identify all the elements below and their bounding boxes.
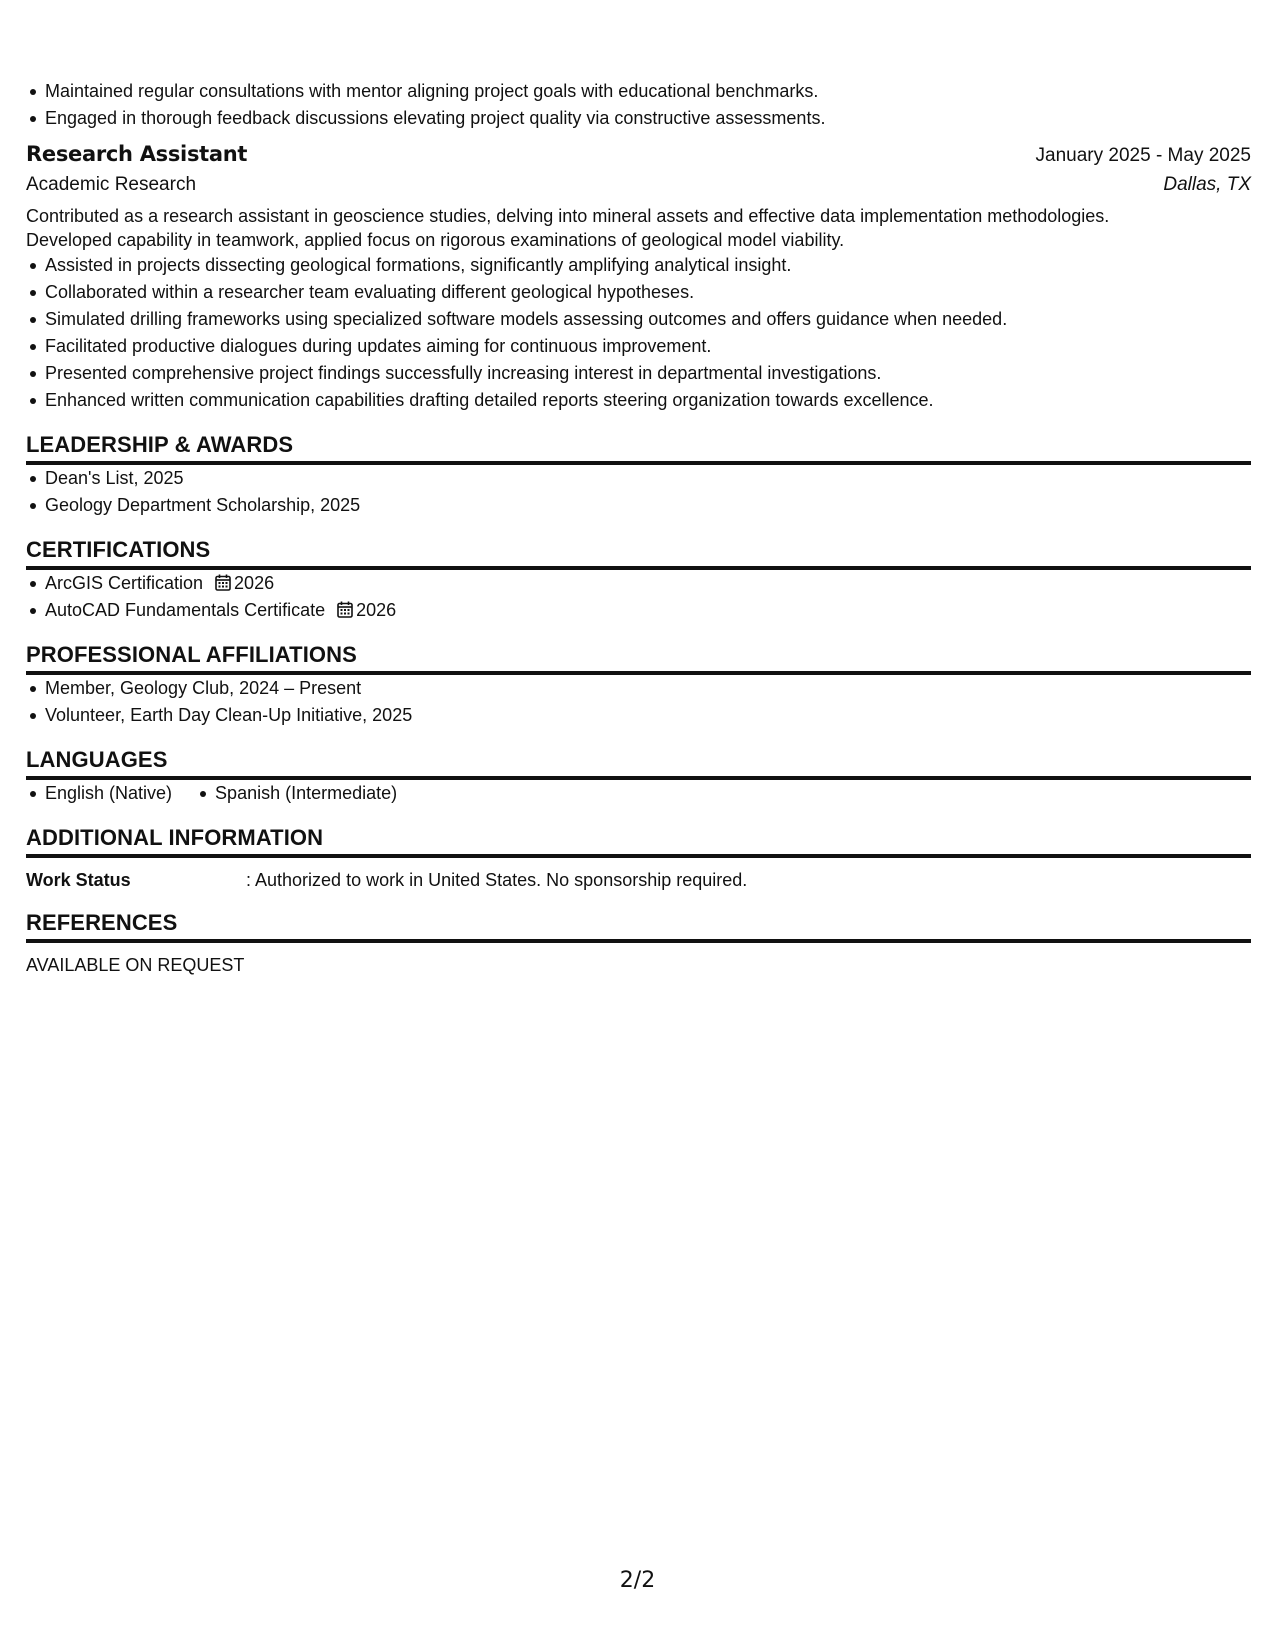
section-title-affiliations: PROFESSIONAL AFFILIATIONS xyxy=(26,642,1251,675)
job-location: Dallas, TX xyxy=(1163,174,1251,195)
section-title-leadership: LEADERSHIP & AWARDS xyxy=(26,432,1251,465)
certification-name: ArcGIS Certification xyxy=(45,573,204,593)
job-organization: Academic Research xyxy=(26,174,197,195)
list-item: Engaged in thorough feedback discussions elevating project quality via constructive assessments. xyxy=(26,105,1251,132)
job-dates: January 2025 - May 2025 xyxy=(1035,145,1251,166)
job-description-line: Contributed as a research assistant in geoscience studies, delving into mineral assets and effective data implementation methodologies. xyxy=(26,206,1110,226)
languages-list xyxy=(26,780,1251,807)
list-item: Dean's List, 2025 xyxy=(26,465,1251,492)
section-title-references: REFERENCES xyxy=(26,910,1251,943)
list-item: Member, Geology Club, 2024 – Present xyxy=(26,675,1251,702)
affiliations-list xyxy=(26,675,1251,729)
work-status-row xyxy=(26,868,1251,892)
work-status-value: : Authorized to work in United States. No sponsorship required. xyxy=(246,870,748,890)
certifications-list xyxy=(26,570,1251,624)
list-item: Assisted in projects dissecting geological formations, significantly amplifying analytical insight. xyxy=(26,252,1251,279)
job-subheader xyxy=(26,174,1251,196)
job-bullets xyxy=(26,252,1251,414)
calendar-icon xyxy=(337,601,353,618)
list-item xyxy=(26,597,1251,624)
references-text: AVAILABLE ON REQUEST xyxy=(26,955,245,975)
list-item: Simulated drilling frameworks using specialized software models assessing outcomes and offers guidance when needed. xyxy=(26,306,1251,333)
page-number: 2/2 xyxy=(619,1568,656,1593)
list-item: Facilitated productive dialogues during updates aiming for continuous improvement. xyxy=(26,333,1251,360)
resume-page xyxy=(26,78,1251,976)
job-title: Research Assistant xyxy=(26,142,248,166)
section-title-additional-information: ADDITIONAL INFORMATION xyxy=(26,825,1251,858)
list-item: Collaborated within a researcher team evaluating different geological hypotheses. xyxy=(26,279,1251,306)
job-description-line: Developed capability in teamwork, applied focus on rigorous examinations of geological model viability. xyxy=(26,230,845,250)
previous-job-bullets xyxy=(26,78,1251,132)
list-item: Maintained regular consultations with mentor aligning project goals with educational benchmarks. xyxy=(26,78,1251,105)
job-header xyxy=(26,142,1251,167)
certification-name: AutoCAD Fundamentals Certificate xyxy=(45,600,326,620)
certification-year: 2026 xyxy=(356,600,397,620)
work-status-label: Work Status xyxy=(26,870,131,890)
job-description xyxy=(26,204,1251,252)
list-item: Spanish (Intermediate) xyxy=(196,780,397,807)
section-title-certifications: CERTIFICATIONS xyxy=(26,537,1251,570)
list-item: Geology Department Scholarship, 2025 xyxy=(26,492,1251,519)
calendar-icon xyxy=(215,574,231,591)
list-item: Volunteer, Earth Day Clean-Up Initiative, 2025 xyxy=(26,702,1251,729)
section-title-languages: LANGUAGES xyxy=(26,747,1251,780)
leadership-list xyxy=(26,465,1251,519)
list-item: English (Native) xyxy=(26,780,172,807)
certification-year: 2026 xyxy=(234,573,275,593)
list-item: Enhanced written communication capabilities drafting detailed reports steering organization towards excellence. xyxy=(26,387,1251,414)
list-item: Presented comprehensive project findings successfully increasing interest in departmental investigations. xyxy=(26,360,1251,387)
list-item xyxy=(26,570,1251,597)
